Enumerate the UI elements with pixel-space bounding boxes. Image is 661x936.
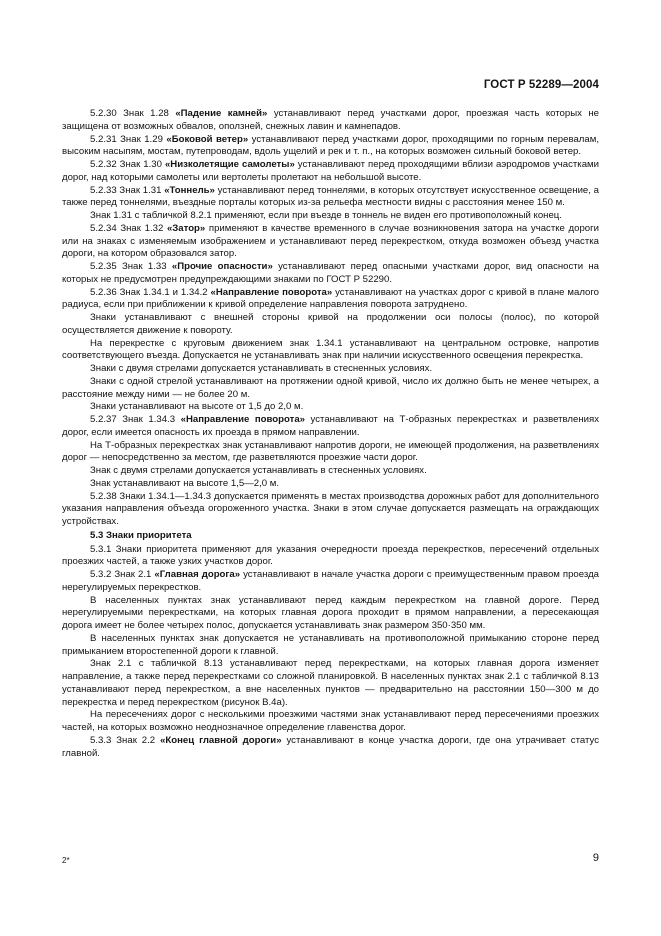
paragraph: 5.2.32 Знак 1.30 «Низколетящие самолеты» устанавливают перед проходящими вблизи аэродромов участками дорог, над которыми самолеты или вертолеты пролетают на небольшой высоте. <box>62 159 599 183</box>
page-number: 9 <box>592 852 599 864</box>
paragraph: На Т-образных перекрестках знак устанавливают напротив дороги, не имеющей продолжения, на разветвлениях дорог — непосредственно за местом, где разветвляются проезжие части дорог. <box>62 439 599 464</box>
paragraph: 5.2.38 Знаки 1.34.1—1.34.3 допускается применять в местах производства дорожных работ для дополнительного указания направления объезда огороженного участка. Знаки в этом случае допускается размещать на ограждающих устройствах. <box>62 490 599 527</box>
document-header: ГОСТ Р 52289—2004 <box>483 79 599 91</box>
paragraph: 5.2.36 Знак 1.34.1 и 1.34.2 «Направление поворота» устанавливают на участках дорог с кривой в плане малого радиуса, если при приближении к кривой определение направления поворота затруднено. <box>62 286 599 311</box>
paragraph: 5.3.3 Знак 2.2 «Конец главной дороги» устанавливают в конце участка дороги, где она утрачивает статус главной. <box>62 734 599 759</box>
paragraph: 5.2.37 Знак 1.34.3 «Направление поворота» устанавливают на Т-образных перекрестках и разветвлениях дорог, если имеется опасность их проезда в прямом направлении. <box>62 414 600 438</box>
paragraph: 5.3 Знаки приоритета <box>90 529 192 541</box>
paragraph: 5.2.31 Знак 1.29 «Боковой ветер» устанавливают перед участками дорог, проходящими по горным перевалам, высоким насыпям, мостам, путепроводам, вдоль ущелий и рек и т. п., на которых возможен сильный боковой ветер. <box>62 133 599 158</box>
paragraph: 5.3.1 Знаки приоритета применяют для указания очередности проезда перекрестков, пересечений отдельных проезжих частей, а также узких участков дорог. <box>62 543 599 568</box>
paragraph: Знаки устанавливают с внешней стороны кривой на продолжении оси полосы (полос), по которой осуществляется движение к повороту. <box>62 312 599 336</box>
paragraph: 5.3.2 Знак 2.1 «Главная дорога» устанавливают в начале участка дороги с преимущественным правом проезда нерегулируемых перекрестков. <box>62 569 600 593</box>
paragraph: 5.2.34 Знак 1.32 «Затор» применяют в качестве временного в случае возникновения затора на участке дороги или на знаках с изменяемым изображением и устанавливают перед перекрестком, откуда возможен объезд участка дороги, на котором образовался затор. <box>62 222 599 260</box>
paragraph: 5.2.35 Знак 1.33 «Прочие опасности» устанавливают перед опасными участками дорог, вид опасности на которых не предусмотрен предупреждающими знаками по ГОСТ Р 52290. <box>62 261 599 285</box>
paragraph: Знак 1.31 с табличкой 8.2.1 применяют, если при въезде в тоннель не виден его противоположный конец. <box>90 210 562 221</box>
paragraph: Знак 2.1 с табличкой 8.13 устанавливают перед перекрестками, на которых главная дорога изменяет направление, а также перед перекрестками со сложной планировкой. В населенных пунктах знак 2.1 с табличкой 8.13 устанавливают перед перекрестком, а вне населенных пунктов — предварительно на расстоянии 150—300 м до перекрестка и перед перекрестком (рисунок В.4а). <box>62 658 599 708</box>
footer-sheet-mark: 2* <box>62 856 70 865</box>
paragraph: 5.2.33 Знак 1.31 «Тоннель» устанавливают перед тоннелями, в которых отсутствует искусственное освещение, а также перед тоннелями, въездные порталы которых из-за рельефа местности видны с расстояния менее 150 м. <box>62 184 599 209</box>
paragraph: Знаки устанавливают на высоте от 1,5 до 2,0 м. <box>90 401 304 413</box>
paragraph: 5.2.30 Знак 1.28 «Падение камней» устанавливают перед участками дорог, проезжая часть которых не защищена от возможных обвалов, оползней, снежных лавин и камнепадов. <box>62 108 599 132</box>
paragraph: На пересечениях дорог с несколькими проезжими частями знак устанавливают перед пересечениями проезжих частей, на которых возможно неоднозначное определение главенства дорог. <box>62 709 599 733</box>
paragraph: Знаки с двумя стрелами допускается устанавливать в стесненных условиях. <box>90 363 433 374</box>
paragraph: В населенных пунктах знак устанавливают перед каждым перекрестком на главной дороге. Перед нерегулируемыми перекрестками, на которых главная дорога проходит в прямом направлении, а пересекающая дорога имеет не более четырех полос, допускается устанавливать знак размером 350·350 мм. <box>62 594 599 631</box>
paragraph: Знак устанавливают на высоте 1,5—2,0 м. <box>90 477 280 489</box>
document-body <box>62 108 599 760</box>
paragraph: Знаки с одной стрелой устанавливают на протяжении одной кривой, число их должно быть не менее четырех, а расстояние между ними — не более 20 м. <box>62 375 599 400</box>
paragraph: В населенных пунктах знак допускается не устанавливать на противоположной примыканию стороне перед примыканием второстепенной дороги к главной. <box>62 632 599 657</box>
paragraph: Знак с двумя стрелами допускается устанавливать в стесненных условиях. <box>90 465 427 476</box>
paragraph: На перекрестке с круговым движением знак 1.34.1 устанавливают на центральном островке, напротив соответствующего въезда. Допускается не устанавливать знак при наличии искусственного освещения перекрестка. <box>62 337 599 362</box>
